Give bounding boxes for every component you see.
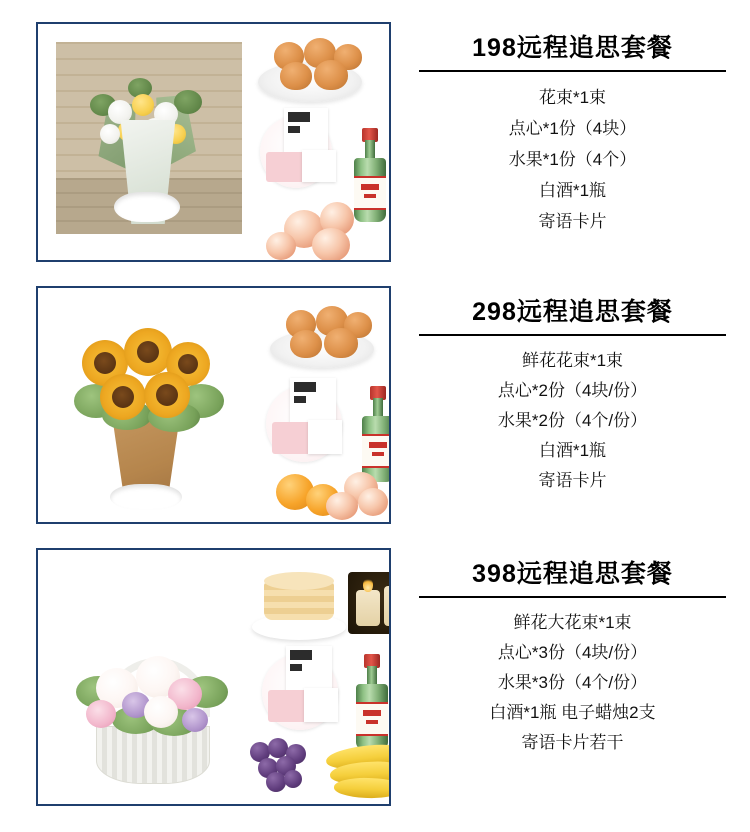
package-block-398 [0, 542, 750, 824]
package-block-198 [0, 0, 750, 280]
package-item: 点心*3份（4块/份） [497, 643, 648, 662]
package-item: 鲜花大花束*1束 [513, 613, 632, 632]
package-item: 白酒*1瓶 [538, 441, 607, 460]
package-items-298 [409, 346, 736, 496]
package-title-298: 298远程追思套餐 [419, 292, 726, 336]
package-item: 寄语卡片 [538, 471, 607, 490]
package-item: 点心*2份（4块/份） [497, 381, 648, 400]
package-text-298 [391, 286, 750, 496]
package-item: 水果*1份（4个） [508, 150, 637, 169]
package-items-198 [409, 82, 736, 237]
package-photo-398 [36, 548, 391, 806]
package-item: 鲜花花束*1束 [521, 351, 624, 370]
package-item: 白酒*1瓶 [538, 181, 607, 200]
package-items-398 [409, 608, 736, 758]
package-photo-198 [36, 22, 391, 262]
package-item: 水果*3份（4个/份） [497, 673, 648, 692]
bouquet-photo-198 [56, 42, 242, 234]
package-item: 白酒*1瓶 电子蜡烛2支 [489, 703, 656, 722]
package-photo-298 [36, 286, 391, 524]
package-text-398 [391, 548, 750, 758]
package-title-198: 198远程追思套餐 [419, 28, 726, 72]
package-title-398: 398远程追思套餐 [419, 554, 726, 598]
package-item: 寄语卡片 [538, 212, 607, 231]
package-item: 寄语卡片若干 [521, 733, 624, 752]
package-block-298 [0, 280, 750, 542]
package-item: 花束*1束 [538, 88, 607, 107]
package-item: 点心*1份（4块） [508, 119, 637, 138]
package-item: 水果*2份（4个/份） [497, 411, 648, 430]
package-text-198 [391, 22, 750, 237]
